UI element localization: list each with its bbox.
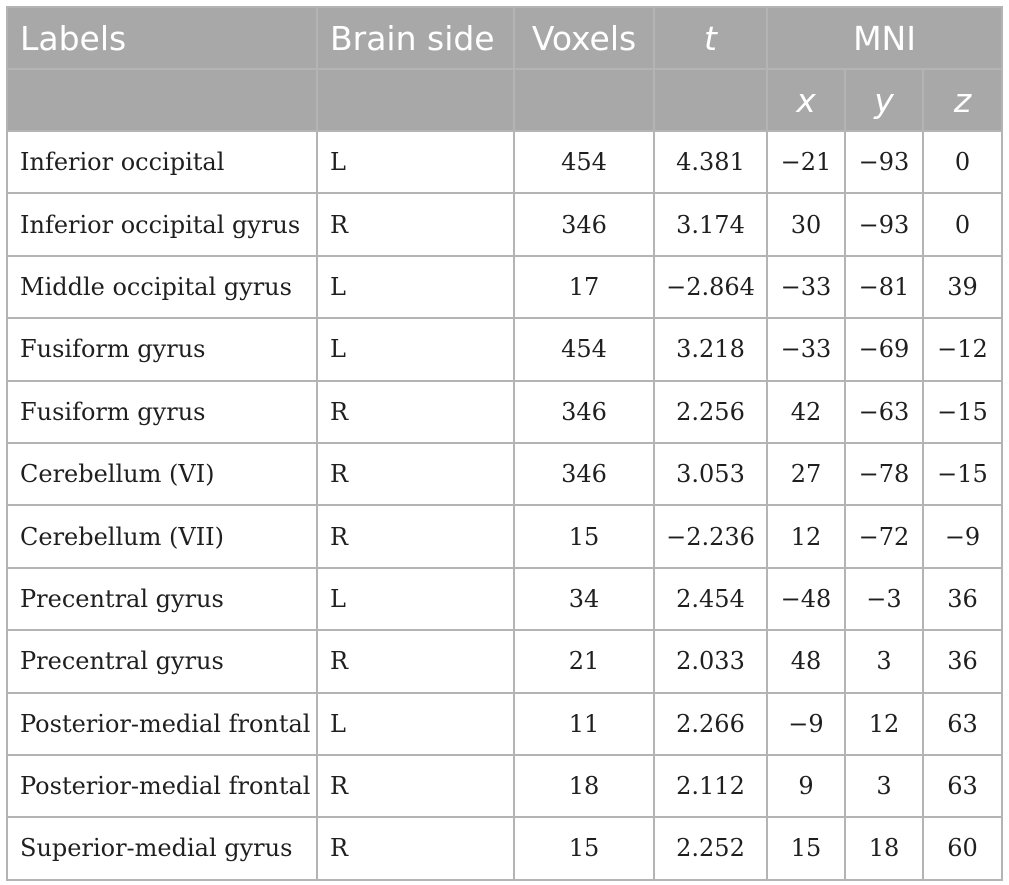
header-empty-labels xyxy=(7,69,317,131)
cell-z: −15 xyxy=(923,381,1002,443)
cell-label: Fusiform gyrus xyxy=(7,381,317,443)
cell-label: Posterior-medial frontal xyxy=(7,755,317,817)
cell-t: 2.252 xyxy=(654,817,767,879)
cell-y: −63 xyxy=(845,381,923,443)
cell-y: −72 xyxy=(845,505,923,567)
cell-label: Fusiform gyrus xyxy=(7,318,317,380)
cell-t: 3.053 xyxy=(654,443,767,505)
cell-y: 3 xyxy=(845,755,923,817)
cell-z: 0 xyxy=(923,131,1002,193)
header-mni: MNI xyxy=(767,7,1002,69)
cell-brain-side: R xyxy=(317,505,514,567)
cell-t: 2.256 xyxy=(654,381,767,443)
cell-brain-side: R xyxy=(317,193,514,255)
table-header xyxy=(7,7,1002,131)
cell-x: 9 xyxy=(767,755,845,817)
header-z: z xyxy=(923,69,1002,131)
cell-voxels: 346 xyxy=(514,193,654,255)
cell-voxels: 17 xyxy=(514,256,654,318)
cell-x: 48 xyxy=(767,630,845,692)
table-row xyxy=(7,693,1002,755)
cell-t: 2.033 xyxy=(654,630,767,692)
cell-y: −81 xyxy=(845,256,923,318)
header-empty-voxels xyxy=(514,69,654,131)
header-t: t xyxy=(654,7,767,69)
cell-z: 63 xyxy=(923,693,1002,755)
header-row-1 xyxy=(7,7,1002,69)
table-row xyxy=(7,193,1002,255)
table-row xyxy=(7,131,1002,193)
cell-voxels: 34 xyxy=(514,568,654,630)
cell-brain-side: L xyxy=(317,256,514,318)
header-brain-side: Brain side xyxy=(317,7,514,69)
header-row-2 xyxy=(7,69,1002,131)
cell-y: 12 xyxy=(845,693,923,755)
cell-label: Cerebellum (VII) xyxy=(7,505,317,567)
table-row xyxy=(7,318,1002,380)
cell-y: 3 xyxy=(845,630,923,692)
cell-y: 18 xyxy=(845,817,923,879)
cell-x: −33 xyxy=(767,318,845,380)
table-row xyxy=(7,381,1002,443)
cell-z: −12 xyxy=(923,318,1002,380)
cell-brain-side: R xyxy=(317,630,514,692)
cell-t: 2.454 xyxy=(654,568,767,630)
cell-t: 4.381 xyxy=(654,131,767,193)
cell-label: Superior-medial gyrus xyxy=(7,817,317,879)
cell-label: Posterior-medial frontal xyxy=(7,693,317,755)
table-row xyxy=(7,755,1002,817)
cell-x: 27 xyxy=(767,443,845,505)
cell-x: −9 xyxy=(767,693,845,755)
header-labels: Labels xyxy=(7,7,317,69)
cell-voxels: 454 xyxy=(514,131,654,193)
cell-z: 63 xyxy=(923,755,1002,817)
table-row xyxy=(7,817,1002,879)
table-row xyxy=(7,568,1002,630)
table-row xyxy=(7,443,1002,505)
cell-brain-side: R xyxy=(317,817,514,879)
cell-label: Inferior occipital xyxy=(7,131,317,193)
cell-y: −69 xyxy=(845,318,923,380)
cell-z: 60 xyxy=(923,817,1002,879)
cell-z: −9 xyxy=(923,505,1002,567)
cell-label: Cerebellum (VI) xyxy=(7,443,317,505)
cell-brain-side: R xyxy=(317,381,514,443)
cell-brain-side: L xyxy=(317,568,514,630)
cell-z: 36 xyxy=(923,568,1002,630)
cell-brain-side: L xyxy=(317,131,514,193)
cell-voxels: 454 xyxy=(514,318,654,380)
cell-voxels: 11 xyxy=(514,693,654,755)
cell-voxels: 15 xyxy=(514,505,654,567)
cell-voxels: 15 xyxy=(514,817,654,879)
table-row xyxy=(7,505,1002,567)
cell-z: 39 xyxy=(923,256,1002,318)
cell-x: 12 xyxy=(767,505,845,567)
cell-brain-side: R xyxy=(317,755,514,817)
table-row xyxy=(7,630,1002,692)
cell-label: Inferior occipital gyrus xyxy=(7,193,317,255)
cell-y: −78 xyxy=(845,443,923,505)
cell-x: −33 xyxy=(767,256,845,318)
cell-label: Precentral gyrus xyxy=(7,630,317,692)
cell-voxels: 21 xyxy=(514,630,654,692)
cell-brain-side: L xyxy=(317,318,514,380)
cell-z: −15 xyxy=(923,443,1002,505)
cell-z: 0 xyxy=(923,193,1002,255)
cell-t: 2.266 xyxy=(654,693,767,755)
cell-x: 30 xyxy=(767,193,845,255)
cell-y: −93 xyxy=(845,193,923,255)
cell-brain-side: L xyxy=(317,693,514,755)
table-body xyxy=(7,131,1002,880)
cell-t: 3.218 xyxy=(654,318,767,380)
results-table xyxy=(6,6,1003,881)
cell-voxels: 346 xyxy=(514,381,654,443)
cell-x: 15 xyxy=(767,817,845,879)
cell-t: 2.112 xyxy=(654,755,767,817)
cell-t: −2.236 xyxy=(654,505,767,567)
header-empty-side xyxy=(317,69,514,131)
cell-y: −3 xyxy=(845,568,923,630)
header-voxels: Voxels xyxy=(514,7,654,69)
cell-x: −48 xyxy=(767,568,845,630)
cell-z: 36 xyxy=(923,630,1002,692)
header-y: y xyxy=(845,69,923,131)
header-x: x xyxy=(767,69,845,131)
header-empty-t xyxy=(654,69,767,131)
cell-x: −21 xyxy=(767,131,845,193)
cell-y: −93 xyxy=(845,131,923,193)
cell-t: 3.174 xyxy=(654,193,767,255)
cell-label: Precentral gyrus xyxy=(7,568,317,630)
cell-brain-side: R xyxy=(317,443,514,505)
cell-t: −2.864 xyxy=(654,256,767,318)
cell-label: Middle occipital gyrus xyxy=(7,256,317,318)
table-row xyxy=(7,256,1002,318)
cell-voxels: 346 xyxy=(514,443,654,505)
cell-x: 42 xyxy=(767,381,845,443)
cell-voxels: 18 xyxy=(514,755,654,817)
